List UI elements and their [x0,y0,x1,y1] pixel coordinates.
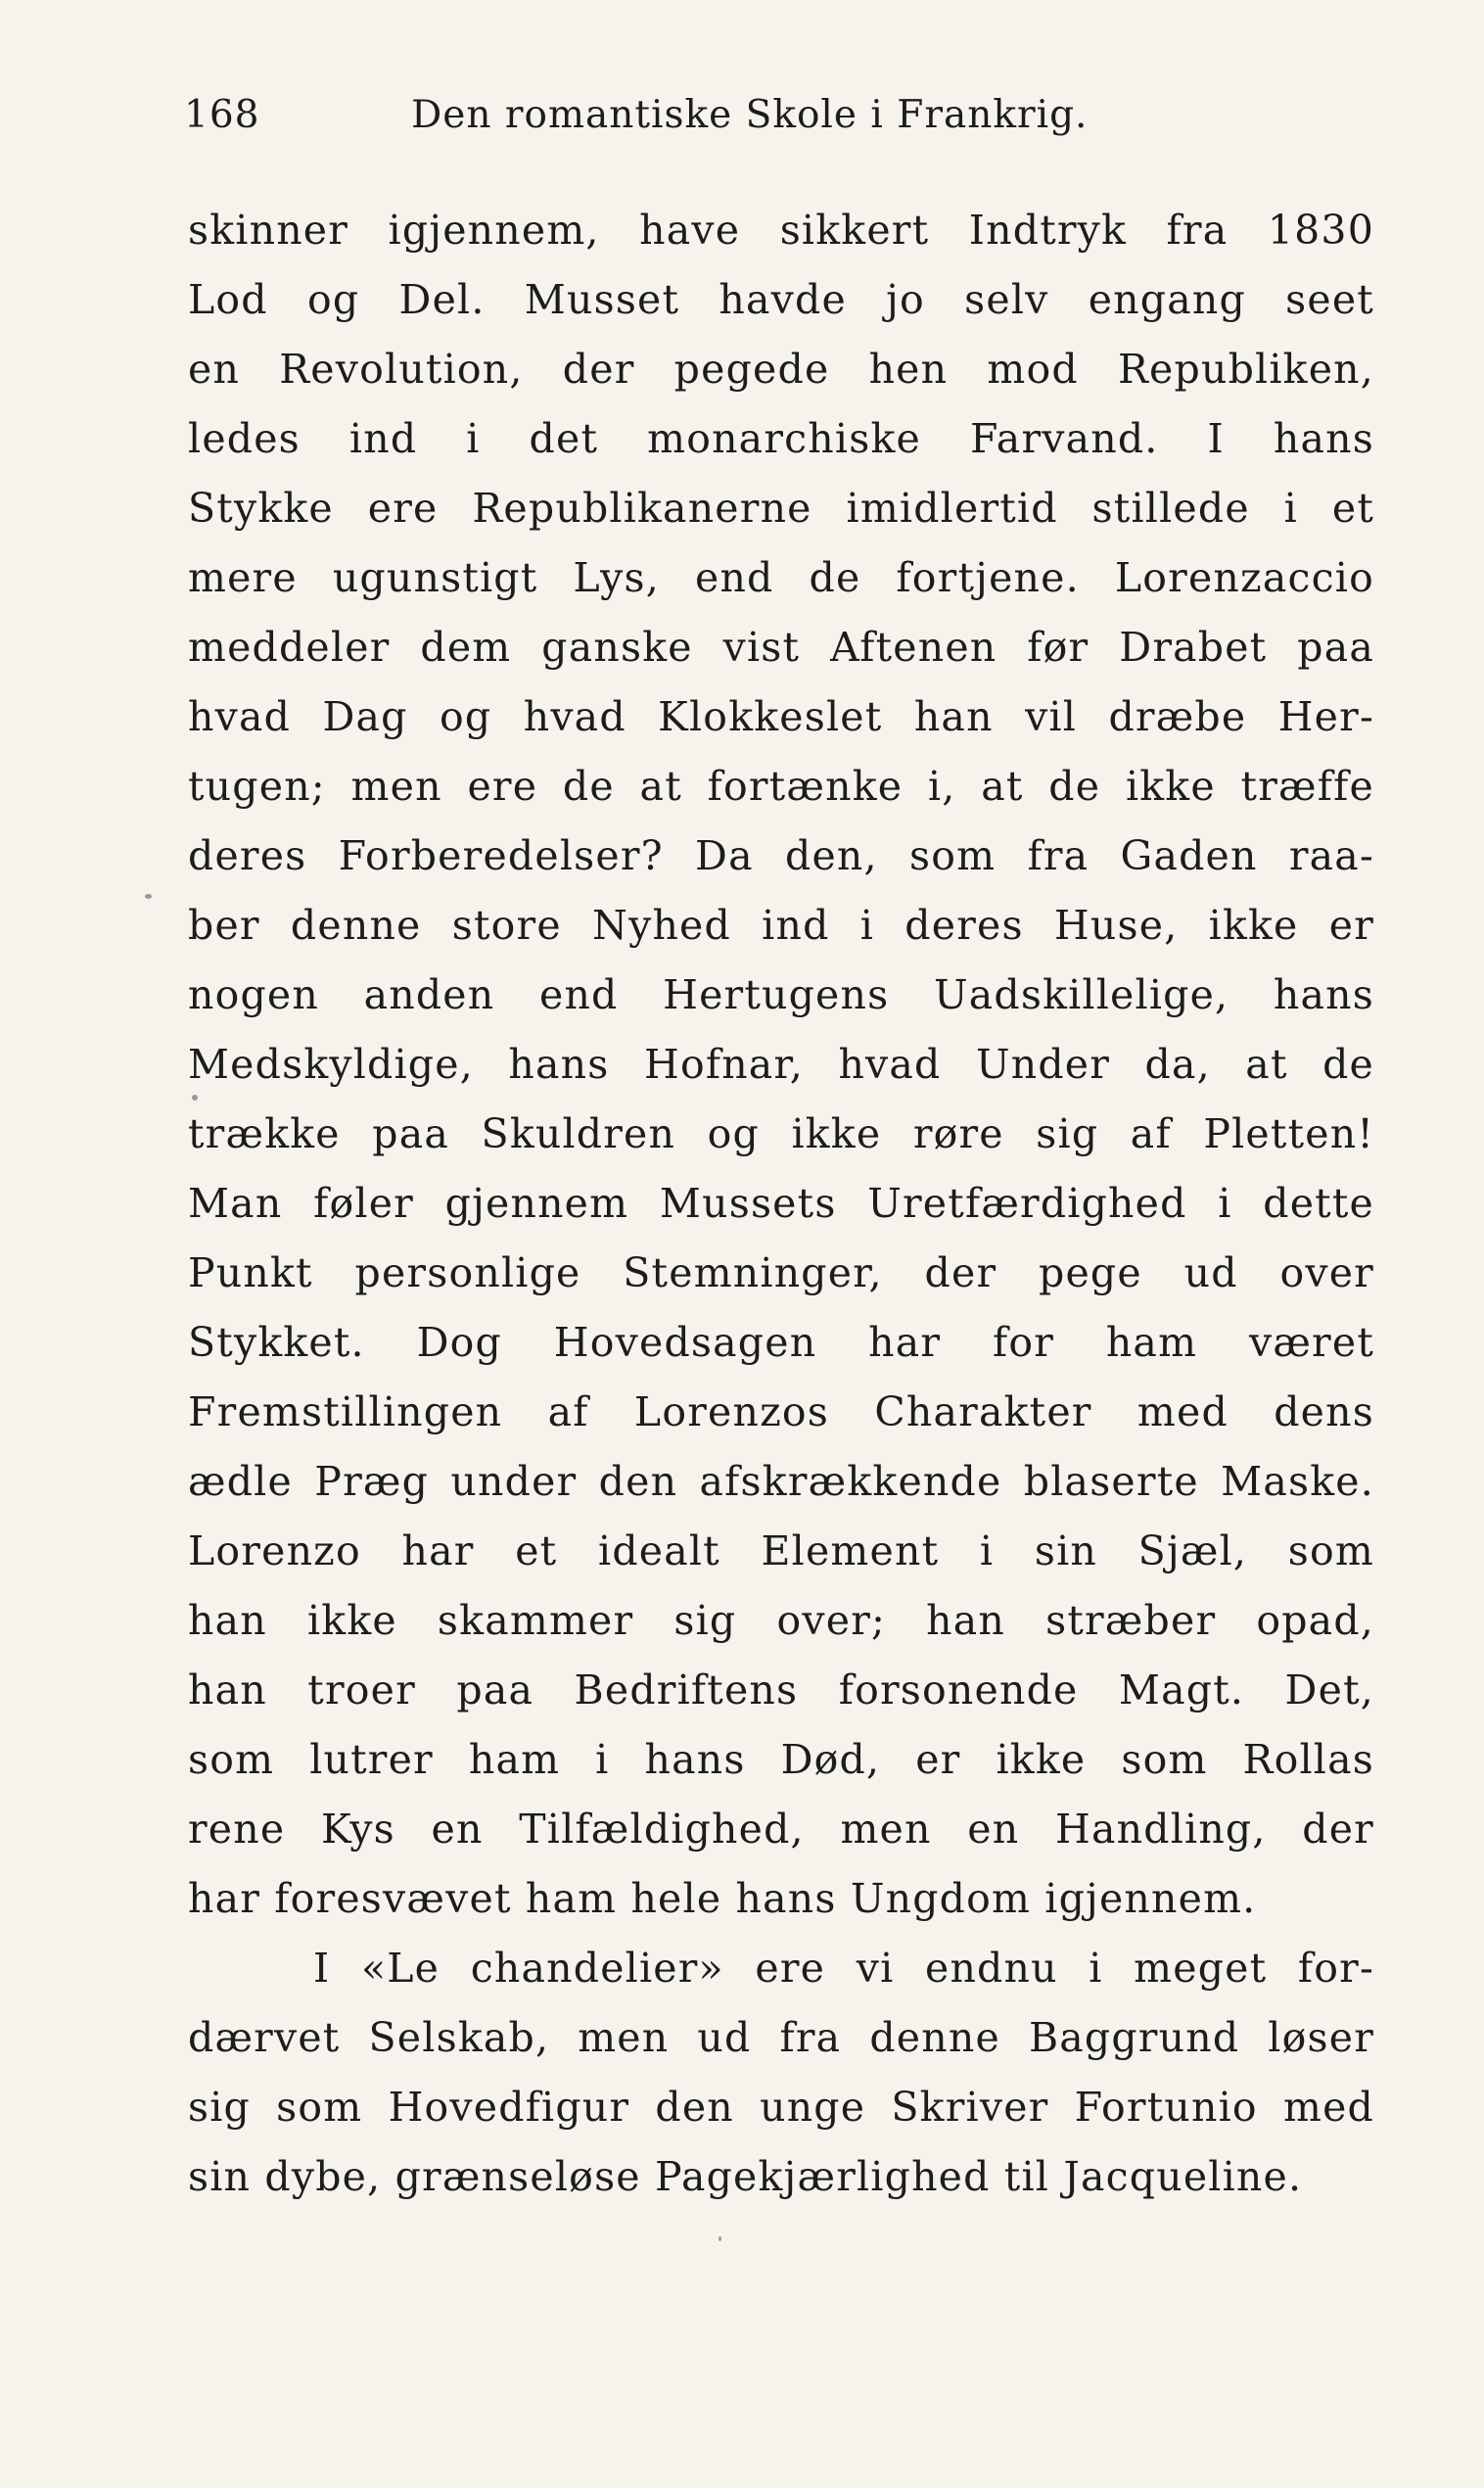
text-line: han troer paa Bedriftens forsonende Magt. Det, [188,1666,1374,1713]
text-line: Punkt personlige Stemninger, der pege ud over [188,1249,1374,1296]
text-line: trække paa Skuldren og ikke røre sig af Pletten! [188,1110,1374,1157]
text-line: hvad Dag og hvad Klokkeslet han vil dræbe Her- [188,693,1374,740]
body-text [188,196,1374,2212]
margin-speck [145,894,152,899]
paper-speck [719,2236,721,2241]
running-title: Den romantiske Skole i Frankrig. [411,93,1089,137]
margin-speck [192,1095,198,1101]
page-number: 168 [184,93,260,137]
paragraph-end-line: har foresvævet ham hele hans Ungdom igjennem. [188,1875,1257,1922]
text-line: ber denne store Nyhed ind i deres Huse, ikke er [188,902,1374,949]
text-line: som lutrer ham i hans Død, er ikke som Rollas [188,1736,1374,1783]
text-line: en Revolution, der pegede hen mod Republiken, [188,346,1374,393]
text-line: meddeler dem ganske vist Aftenen før Drabet paa [188,624,1374,671]
text-line: Fremstillingen af Lorenzos Charakter med dens [188,1388,1374,1435]
page-header [184,86,1378,145]
text-line: Man føler gjennem Mussets Uretfærdighed i dette [188,1180,1374,1227]
text-line: Medskyldige, hans Hofnar, hvad Under da, at de [188,1041,1374,1088]
text-line: skinner igjennem, have sikkert Indtryk fra 1830 [188,207,1374,254]
text-line: nogen anden end Hertugens Uadskillelige, hans [188,971,1374,1018]
text-line: sig som Hovedfigur den unge Skriver Fortunio med [188,2084,1374,2131]
text-line: han ikke skammer sig over; han stræber opad, [188,1597,1374,1644]
text-line: ædle Præg under den afskrækkende blaserte Maske. [188,1458,1374,1505]
text-line: ledes ind i det monarchiske Farvand. I hans [188,415,1374,462]
text-line: dærvet Selskab, men ud fra denne Baggrund løser [188,2014,1374,2061]
text-line: sin dybe, grænseløse Pagekjærlighed til Jacqueline. [188,2153,1303,2200]
text-line: Stykke ere Republikanerne imidlertid stillede i et [188,485,1374,532]
text-line: Lorenzo har et idealt Element i sin Sjæl, som [188,1527,1374,1574]
text-line: mere ugunstigt Lys, end de fortjene. Lorenzaccio [188,554,1374,601]
text-line: tugen; men ere de at fortænke i, at de ikke træffe [188,763,1374,810]
paragraph-start-line: I «Le chandelier» ere vi endnu i meget for- [313,1945,1374,1992]
text-line: rene Kys en Tilfældighed, men en Handling, der [188,1806,1374,1853]
text-line: deres Forberedelser? Da den, som fra Gaden raa- [188,832,1374,879]
text-line: Lod og Del. Musset havde jo selv engang seet [188,276,1374,323]
text-line: Stykket. Dog Hovedsagen har for ham været [188,1319,1374,1366]
